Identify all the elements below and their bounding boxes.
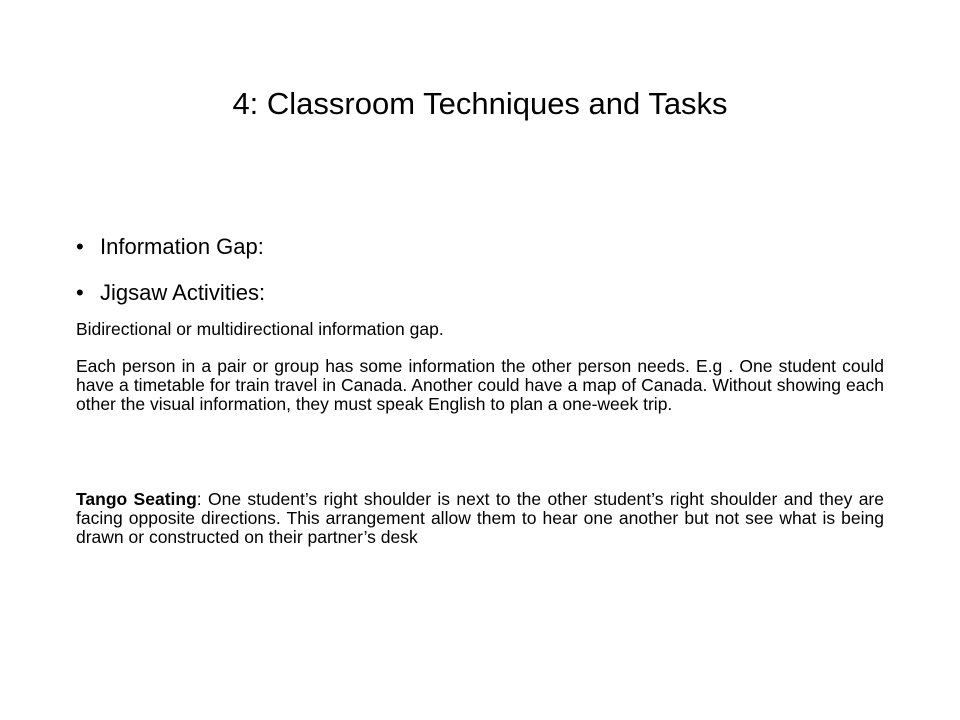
- paragraph-tango-seating: [76, 490, 884, 547]
- paragraph-information-gap: Bidirectional or multidirectional information gap.: [76, 319, 444, 339]
- bullet-item: [76, 232, 265, 262]
- bullet-dot-icon: •: [76, 234, 84, 259]
- tango-seating-label: Tango Seating: [76, 489, 197, 509]
- bullet-list: [76, 232, 265, 324]
- slide-title: 4: Classroom Techniques and Tasks: [232, 86, 728, 121]
- bullet-dot-icon: •: [76, 280, 84, 305]
- bullet-item: [76, 278, 265, 308]
- paragraph-example: Each person in a pair or group has some information the other person needs. E.g . One student could have a timetable for train travel in Canada. Another could have a map of Canada. Without showing each other the visual information, they must speak English to plan a one-week trip.: [76, 356, 884, 414]
- tango-seating-text: : One student’s right shoulder is next to the other student’s right shoulder and they are facing opposite directions. This arrangement allow them to hear one another but not see what is being drawn or constructed on their partner’s desk: [76, 489, 884, 547]
- bullet-text: Information Gap:: [100, 234, 264, 259]
- bullet-text: Jigsaw Activities:: [100, 280, 266, 305]
